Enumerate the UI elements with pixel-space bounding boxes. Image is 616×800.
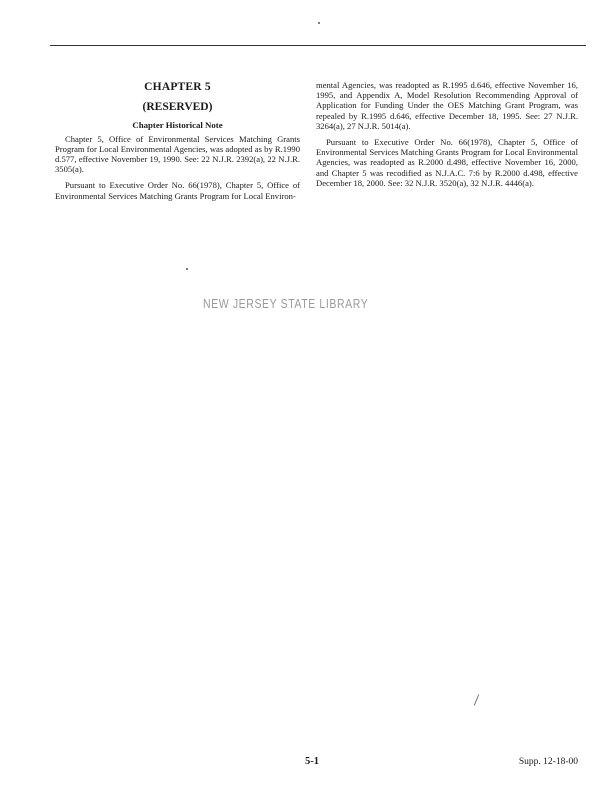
historical-note-paragraph: Pursuant to Executive Order No. 66(1978), Chapter 5, Office of Environmental Services Matching Grants Program for Local Environmental Agencies, was readopted as R.2000 d.498, effective November 16, 2000, and Chapter 5 was recodified as N.J.A.C. 7:6 by R.2000 d.498, effective December 18, 2000. See: 32 N.J.R. 3520(a), 32 N.J.R. 4446(a). (316, 137, 578, 188)
supplement-date: Supp. 12-18-00 (518, 757, 578, 767)
chapter-heading: CHAPTER 5 (144, 81, 211, 93)
scan-speck (318, 22, 320, 24)
page-number: 5-1 (305, 756, 319, 767)
scan-speck (186, 268, 188, 270)
pencil-mark (474, 694, 479, 706)
left-column (55, 80, 300, 207)
historical-note-paragraph: Pursuant to Executive Order No. 66(1978), Chapter 5, Office of Environmental Services Matching Grants Program for Local Environ- (55, 180, 300, 201)
right-column (316, 80, 578, 194)
historical-note-heading: Chapter Historical Note (132, 120, 223, 131)
historical-note-paragraph: Chapter 5, Office of Environmental Services Matching Grants Program for Local Environmental Agencies, was adopted as by R.1990 d.577, effective November 19, 1990. See: 22 N.J.R. 2392(a), 22 N.J.R. 3505(a). (55, 133, 300, 175)
header-rule (50, 45, 586, 46)
library-stamp: NEW JERSEY STATE LIBRARY (203, 296, 369, 312)
reserved-heading: (RESERVED) (142, 101, 213, 114)
historical-note-paragraph-continued: mental Agencies, was readopted as R.1995 d.646, effective November 16, 1995, and Appendix A, Model Resolution Recommending Approval of Application for Funding Under the OES Matching Grant Program, was repealed by R.1995 d.646, effective December 18, 1995. See: 27 N.J.R. 3264(a), 27 N.J.R. 5014(a). (316, 80, 578, 131)
